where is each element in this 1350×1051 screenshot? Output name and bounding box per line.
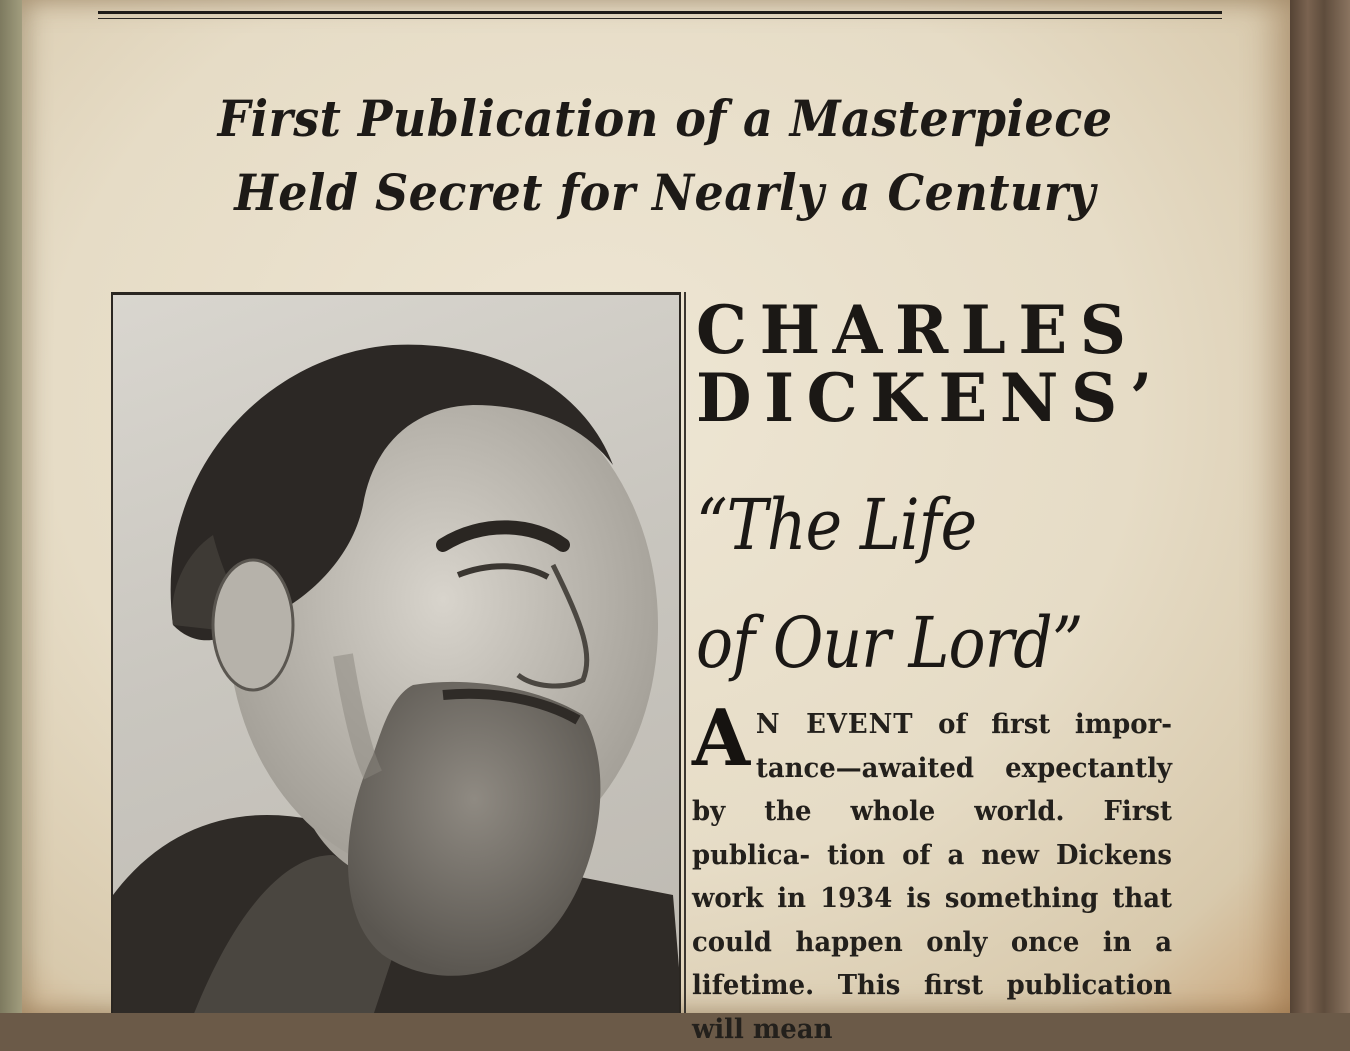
headline-line-2: Held Secret for Nearly a Century xyxy=(234,163,1096,222)
top-rule xyxy=(98,11,1222,14)
body-line: the whole world. First publica- xyxy=(692,796,1172,871)
author-line-2: DICKENS’ xyxy=(696,359,1165,437)
book-binding xyxy=(0,0,22,1013)
body-line: of first impor- xyxy=(938,709,1172,740)
headline xyxy=(173,82,1157,230)
body-line: tance—awaited expectantly by xyxy=(692,752,1172,827)
table-surface xyxy=(1285,0,1350,1013)
column-rule xyxy=(684,292,686,1013)
portrait-photo xyxy=(111,292,681,1013)
author-line-1: CHARLES xyxy=(696,291,1139,369)
body-line: 1934 is something that could xyxy=(692,883,1172,958)
portrait-illustration xyxy=(113,295,681,1013)
headline-line-1: First Publication of a Masterpiece xyxy=(217,89,1113,148)
body-line: This first publication will mean xyxy=(692,970,1172,1045)
work-title xyxy=(696,466,1154,702)
article-body xyxy=(692,693,1172,1051)
author-name xyxy=(696,291,1200,437)
drop-cap: A xyxy=(692,693,751,784)
body-line: tion of a new Dickens work in xyxy=(692,839,1172,914)
work-title-line-1: “The Life xyxy=(696,484,977,566)
work-title-line-2: of Our Lord” xyxy=(696,602,1083,684)
lead-in: N EVENT xyxy=(755,709,914,740)
top-rule-thin xyxy=(98,18,1222,19)
body-line: happen only once in a lifetime. xyxy=(692,926,1172,1001)
